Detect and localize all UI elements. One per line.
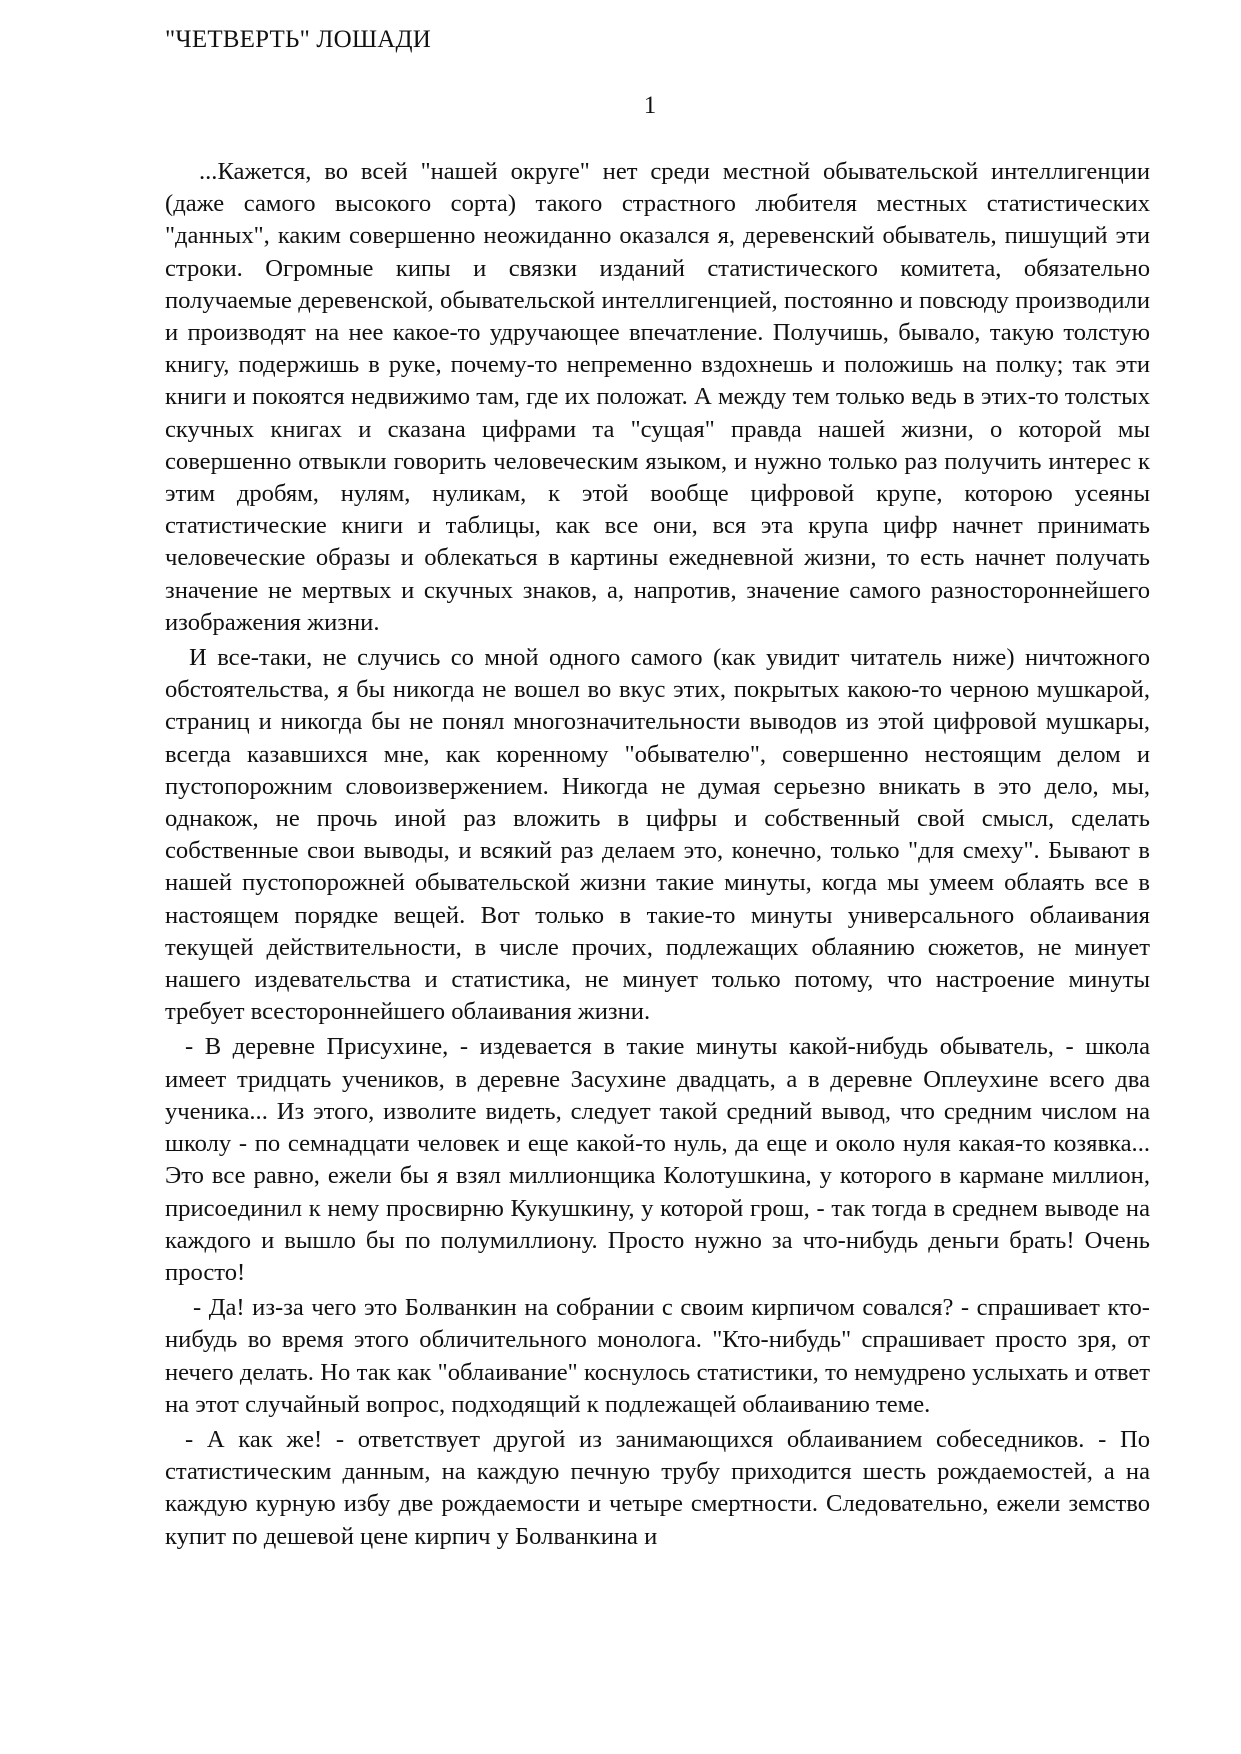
paragraph: ...Кажется, во всей "нашей округе" нет среди местной обывательской интеллигенции (даже самого высокого сорта) такого страстного любителя местных статистических "данных", каким совершенно неожиданно оказался я, деревенский обыватель, пишущий эти строки. Огромные кипы и связки изданий статистического комитета, обязательно получаемые деревенской, обывательской интеллигенцией, постоянно и повсюду производили и производят на нее какое-то удручающее впечатление. Получишь, бывало, такую толстую книгу, подержишь в руке, почему-то непременно вздохнешь и положишь на полку; так эти книги и покоятся недвижимо там, где их положат. А между тем только ведь в этих-то толстых скучных книгах и сказана цифрами та "сущая" правда нашей жизни, о которой мы совершенно отвыкли говорить человеческим языком, и нужно только раз получить интерес к этим дробям, нулям, нуликам, к этой вообще цифровой крупе, которою усеяны статистические книги и таблицы, как все они, вся эта крупа цифр начнет принимать человеческие образы и облекаться в картины ежедневной жизни, то есть начнет получать значение не мертвых и скучных знаков, а, напротив, значение самого разностороннейшего изображения жизни.: [165, 158, 1150, 636]
chapter-number: 1: [643, 92, 657, 119]
paragraph: - В деревне Присухине, - издевается в такие минуты какой-нибудь обыватель, - школа имеет тридцать учеников, в деревне Засухине двадцать, а в деревне Оплеухине всего два ученика... Из этого, изволите видеть, следует такой средний вывод, что средним числом на школу - по семнадцати человек и еще какой-то нуль, да еще и около нуля какая-то козявка... Это все равно, ежели бы я взял миллионщика Колотушкина, у которого в кармане миллион, присоединил к нему просвирню Кукушкину, у которой грош, - так тогда в среднем выводе на каждого и вышло бы по полумиллиону. Просто нужно за что-нибудь деньги брать! Очень просто!: [165, 1033, 1150, 1286]
body-text: [165, 156, 1150, 1556]
paragraph: - А как же! - ответствует другой из занимающихся облаиванием собеседников. - По статистическим данным, на каждую печную трубу приходится шесть рождаемостей, а на каждую курную избу две рождаемости и четыре смертности. Следовательно, ежели земство купит по дешевой цене кирпич у Болванкина и: [165, 1425, 1150, 1550]
paragraph: - Да! из-за чего это Болванкин на собрании с своим кирпичом совался? - спрашивает кто-нибудь во время этого обличительного монолога. "Кто-нибудь" спрашивает просто зря, от нечего делать. Но так как "облаивание" коснулось статистики, то немудрено услыхать и ответ на этот случайный вопрос, подходящий к подлежащей облаиванию теме.: [165, 1294, 1150, 1418]
document-title: "ЧЕТВЕРТЬ" ЛОШАДИ: [165, 26, 432, 53]
paragraph: И все-таки, не случись со мной одного самого (как увидит читатель ниже) ничтожного обстоятельства, я бы никогда не вошел во вкус этих, покрытых какою-то черною мушкарой, страниц и никогда бы не понял многозначительности выводов из этой цифровой мушкары, всегда казавшихся мне, как коренному "обывателю", совершенно нестоящим делом и пустопорожним словоизвержением. Никогда не думая серьезно вникать в это дело, мы, однакож, не прочь иной раз вложить в цифры и собственный свой смысл, сделать собственные свои выводы, и всякий раз делаем это, конечно, только "для смеху". Бывают в нашей пустопорожней обывательской жизни такие минуты, когда мы умеем облаять все в настоящем порядке вещей. Вот только в такие-то минуты универсального облаивания текущей действительности, в числе прочих, подлежащих облаянию сюжетов, не минует нашего издевательства и статистика, не минует только потому, что настроение минуты требует всестороннейшего облаивания жизни.: [165, 644, 1150, 1026]
